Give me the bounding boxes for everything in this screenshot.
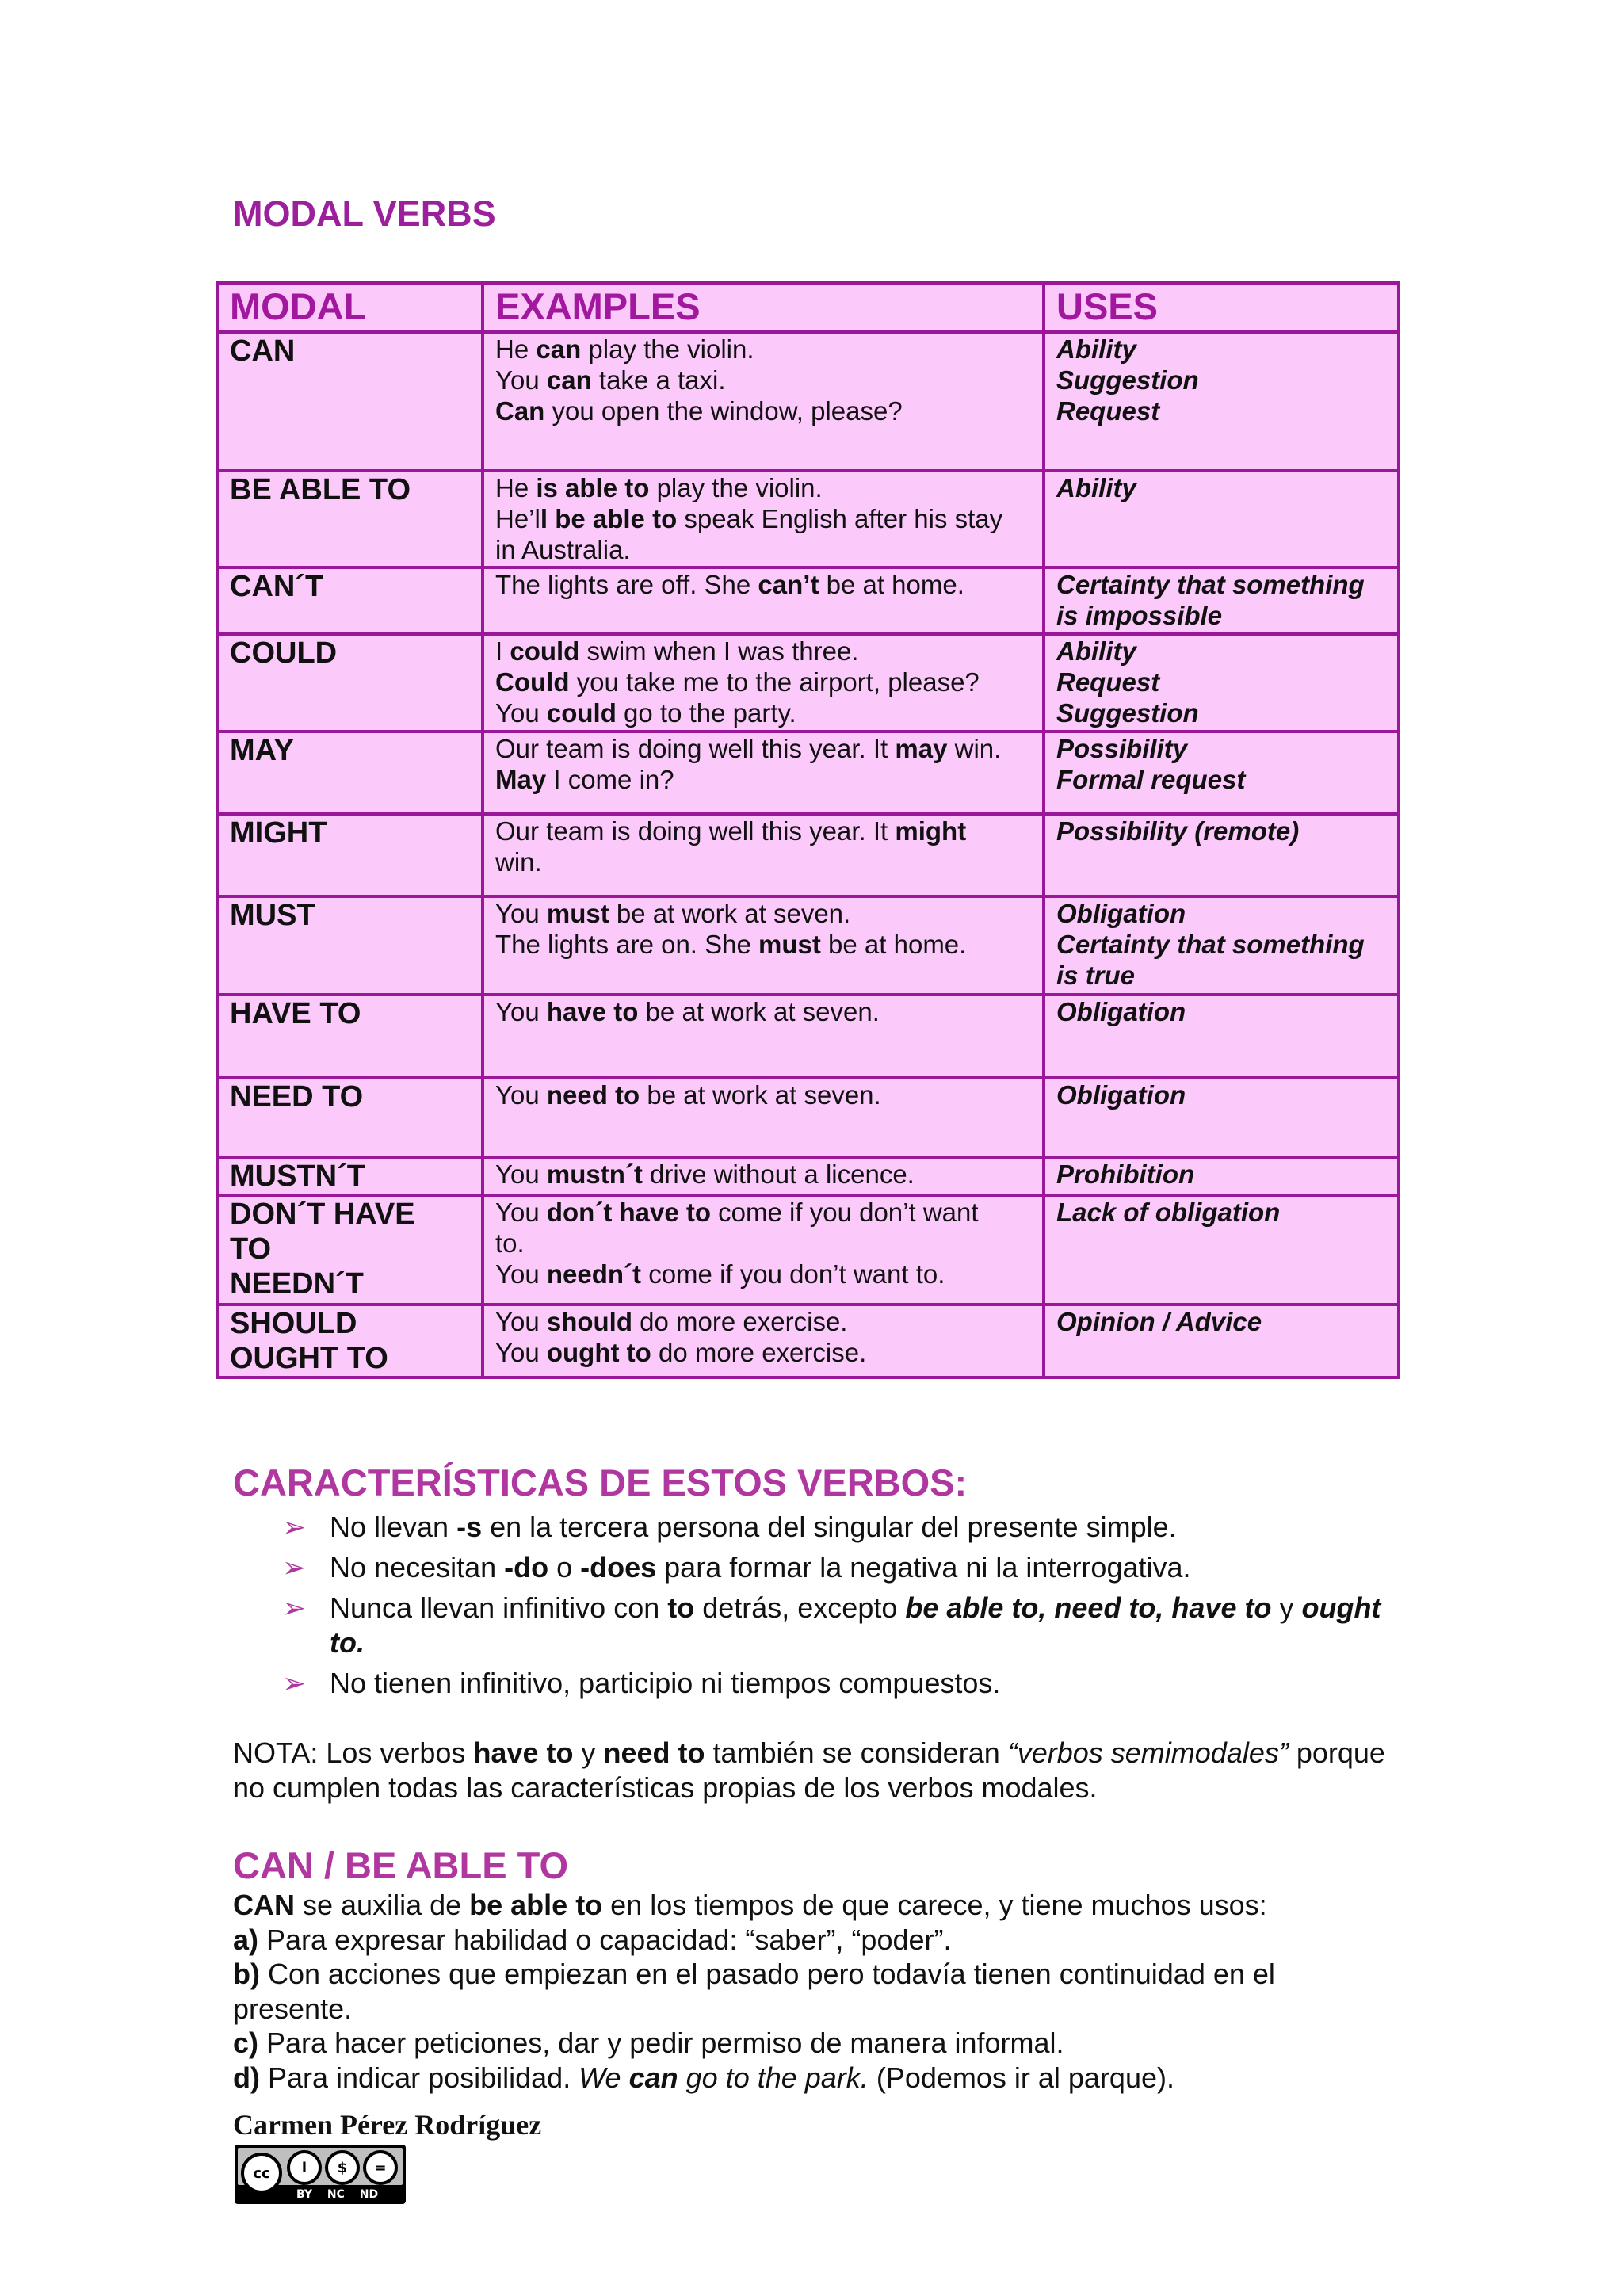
- nota-paragraph: NOTA: Los verbos have to y need to también se consideran “verbos semimodales” porque no cumplen todas las características propias de los verbos modales.: [233, 1736, 1385, 1804]
- table-row: [217, 995, 1399, 1078]
- table-header-row: [217, 283, 1399, 332]
- table-body: [217, 332, 1399, 1377]
- table-row: [217, 1305, 1399, 1377]
- modal-cell: MUSTN´T: [217, 1157, 483, 1195]
- examples-cell: You should do more exercise. You ought to do more exercise.: [483, 1305, 1044, 1377]
- uses-cell: Lack of obligation: [1044, 1195, 1399, 1305]
- modal-cell: DON´T HAVE TO NEEDN´T: [217, 1195, 483, 1305]
- examples-cell: He is able to play the violin. He’ll be able to speak English after his stay in Australia.: [483, 471, 1044, 567]
- can-section-title: CAN / BE ABLE TO: [233, 1844, 569, 1886]
- table-row: [217, 732, 1399, 814]
- page-title: MODAL VERBS: [233, 193, 496, 234]
- uses-cell: Ability Request Suggestion: [1044, 634, 1399, 732]
- examples-cell: You must be at work at seven. The lights are on. She must be at home.: [483, 896, 1044, 995]
- examples-cell: You mustn´t drive without a licence.: [483, 1157, 1044, 1195]
- paragraph-line: b) Con acciones que empiezan en el pasado pero todavía tienen continuidad en el presente.: [233, 1958, 1275, 2025]
- uses-cell: Obligation: [1044, 1078, 1399, 1157]
- table-row: [217, 634, 1399, 732]
- arrow-bullet-icon: ➢: [282, 1511, 307, 1543]
- list-item: ➢ No necesitan -do o -does para formar la negativa ni la interrogativa.: [282, 1551, 1191, 1584]
- examples-cell: I could swim when I was three. Could you take me to the airport, please? You could go to the party.: [483, 634, 1044, 732]
- modal-cell: MAY: [217, 732, 483, 814]
- uses-cell: Obligation Certainty that something is true: [1044, 896, 1399, 995]
- list-item: ➢ No tienen infinitivo, participio ni tiempos compuestos.: [282, 1667, 1001, 1699]
- examples-cell: Our team is doing well this year. It may win. May I come in?: [483, 732, 1044, 814]
- uses-cell: Ability Suggestion Request: [1044, 332, 1399, 471]
- arrow-bullet-icon: ➢: [282, 1591, 307, 1624]
- uses-cell: Ability: [1044, 471, 1399, 567]
- characteristics-list: [282, 1510, 1392, 1706]
- modal-cell: CAN: [217, 332, 483, 471]
- table-row: [217, 471, 1399, 567]
- author-name: Carmen Pérez Rodríguez: [233, 2109, 542, 2141]
- list-item: ➢ No llevan -s en la tercera persona del singular del presente simple.: [282, 1511, 1177, 1543]
- arrow-bullet-icon: ➢: [282, 1667, 307, 1699]
- license-labels: BY NC ND: [296, 2188, 379, 2201]
- table-row: [217, 567, 1399, 634]
- modal-verbs-table: [216, 281, 1400, 1379]
- by-icon: i: [287, 2150, 322, 2185]
- table-row: [217, 814, 1399, 896]
- uses-cell: Prohibition: [1044, 1157, 1399, 1195]
- characteristics-title: CARACTERÍSTICAS DE ESTOS VERBOS:: [233, 1461, 968, 1503]
- paragraph-line: a) Para expresar habilidad o capacidad: “saber”, “poder”.: [233, 1923, 952, 1956]
- examples-cell: The lights are off. She can’t be at home.: [483, 567, 1044, 634]
- uses-cell: Possibility Formal request: [1044, 732, 1399, 814]
- list-item: ➢ Nunca llevan infinitivo con to detrás, excepto be able to, need to, have to y ought to.: [282, 1591, 1381, 1659]
- paragraph-line: c) Para hacer peticiones, dar y pedir permiso de manera informal.: [233, 2027, 1064, 2059]
- table-row: [217, 332, 1399, 471]
- header-modal: MODAL: [217, 283, 483, 332]
- modal-cell: MIGHT: [217, 814, 483, 896]
- modal-cell: SHOULD OUGHT TO: [217, 1305, 483, 1377]
- paragraph-line: CAN se auxilia de be able to en los tiempos de que carece, y tiene muchos usos:: [233, 1889, 1267, 1921]
- modal-cell: NEED TO: [217, 1078, 483, 1157]
- nc-icon: $: [325, 2150, 360, 2185]
- cc-icon: cc: [241, 2153, 282, 2194]
- modal-cell: HAVE TO: [217, 995, 483, 1078]
- modal-cell: CAN´T: [217, 567, 483, 634]
- paragraph-line: d) Para indicar posibilidad. We can go to the park. (Podemos ir al parque).: [233, 2061, 1174, 2094]
- examples-cell: You need to be at work at seven.: [483, 1078, 1044, 1157]
- cc-license-badge[interactable]: [235, 2145, 406, 2204]
- nd-icon: =: [363, 2150, 398, 2185]
- arrow-bullet-icon: ➢: [282, 1551, 307, 1584]
- modal-cell: COULD: [217, 634, 483, 732]
- uses-cell: Certainty that something is impossible: [1044, 567, 1399, 634]
- table-row: [217, 1195, 1399, 1305]
- header-examples: EXAMPLES: [483, 283, 1044, 332]
- uses-cell: Opinion / Advice: [1044, 1305, 1399, 1377]
- header-uses: USES: [1044, 283, 1399, 332]
- examples-cell: Our team is doing well this year. It might win.: [483, 814, 1044, 896]
- uses-cell: Possibility (remote): [1044, 814, 1399, 896]
- uses-cell: Obligation: [1044, 995, 1399, 1078]
- examples-cell: He can play the violin. You can take a taxi. Can you open the window, please?: [483, 332, 1044, 471]
- can-section-paragraph: [233, 1888, 1390, 2095]
- examples-cell: You have to be at work at seven.: [483, 995, 1044, 1078]
- modal-cell: BE ABLE TO: [217, 471, 483, 567]
- examples-cell: You don´t have to come if you don’t want to. You needn´t come if you don’t want to.: [483, 1195, 1044, 1305]
- table-row: [217, 1078, 1399, 1157]
- table-row: [217, 1157, 1399, 1195]
- table-row: [217, 896, 1399, 995]
- modal-cell: MUST: [217, 896, 483, 995]
